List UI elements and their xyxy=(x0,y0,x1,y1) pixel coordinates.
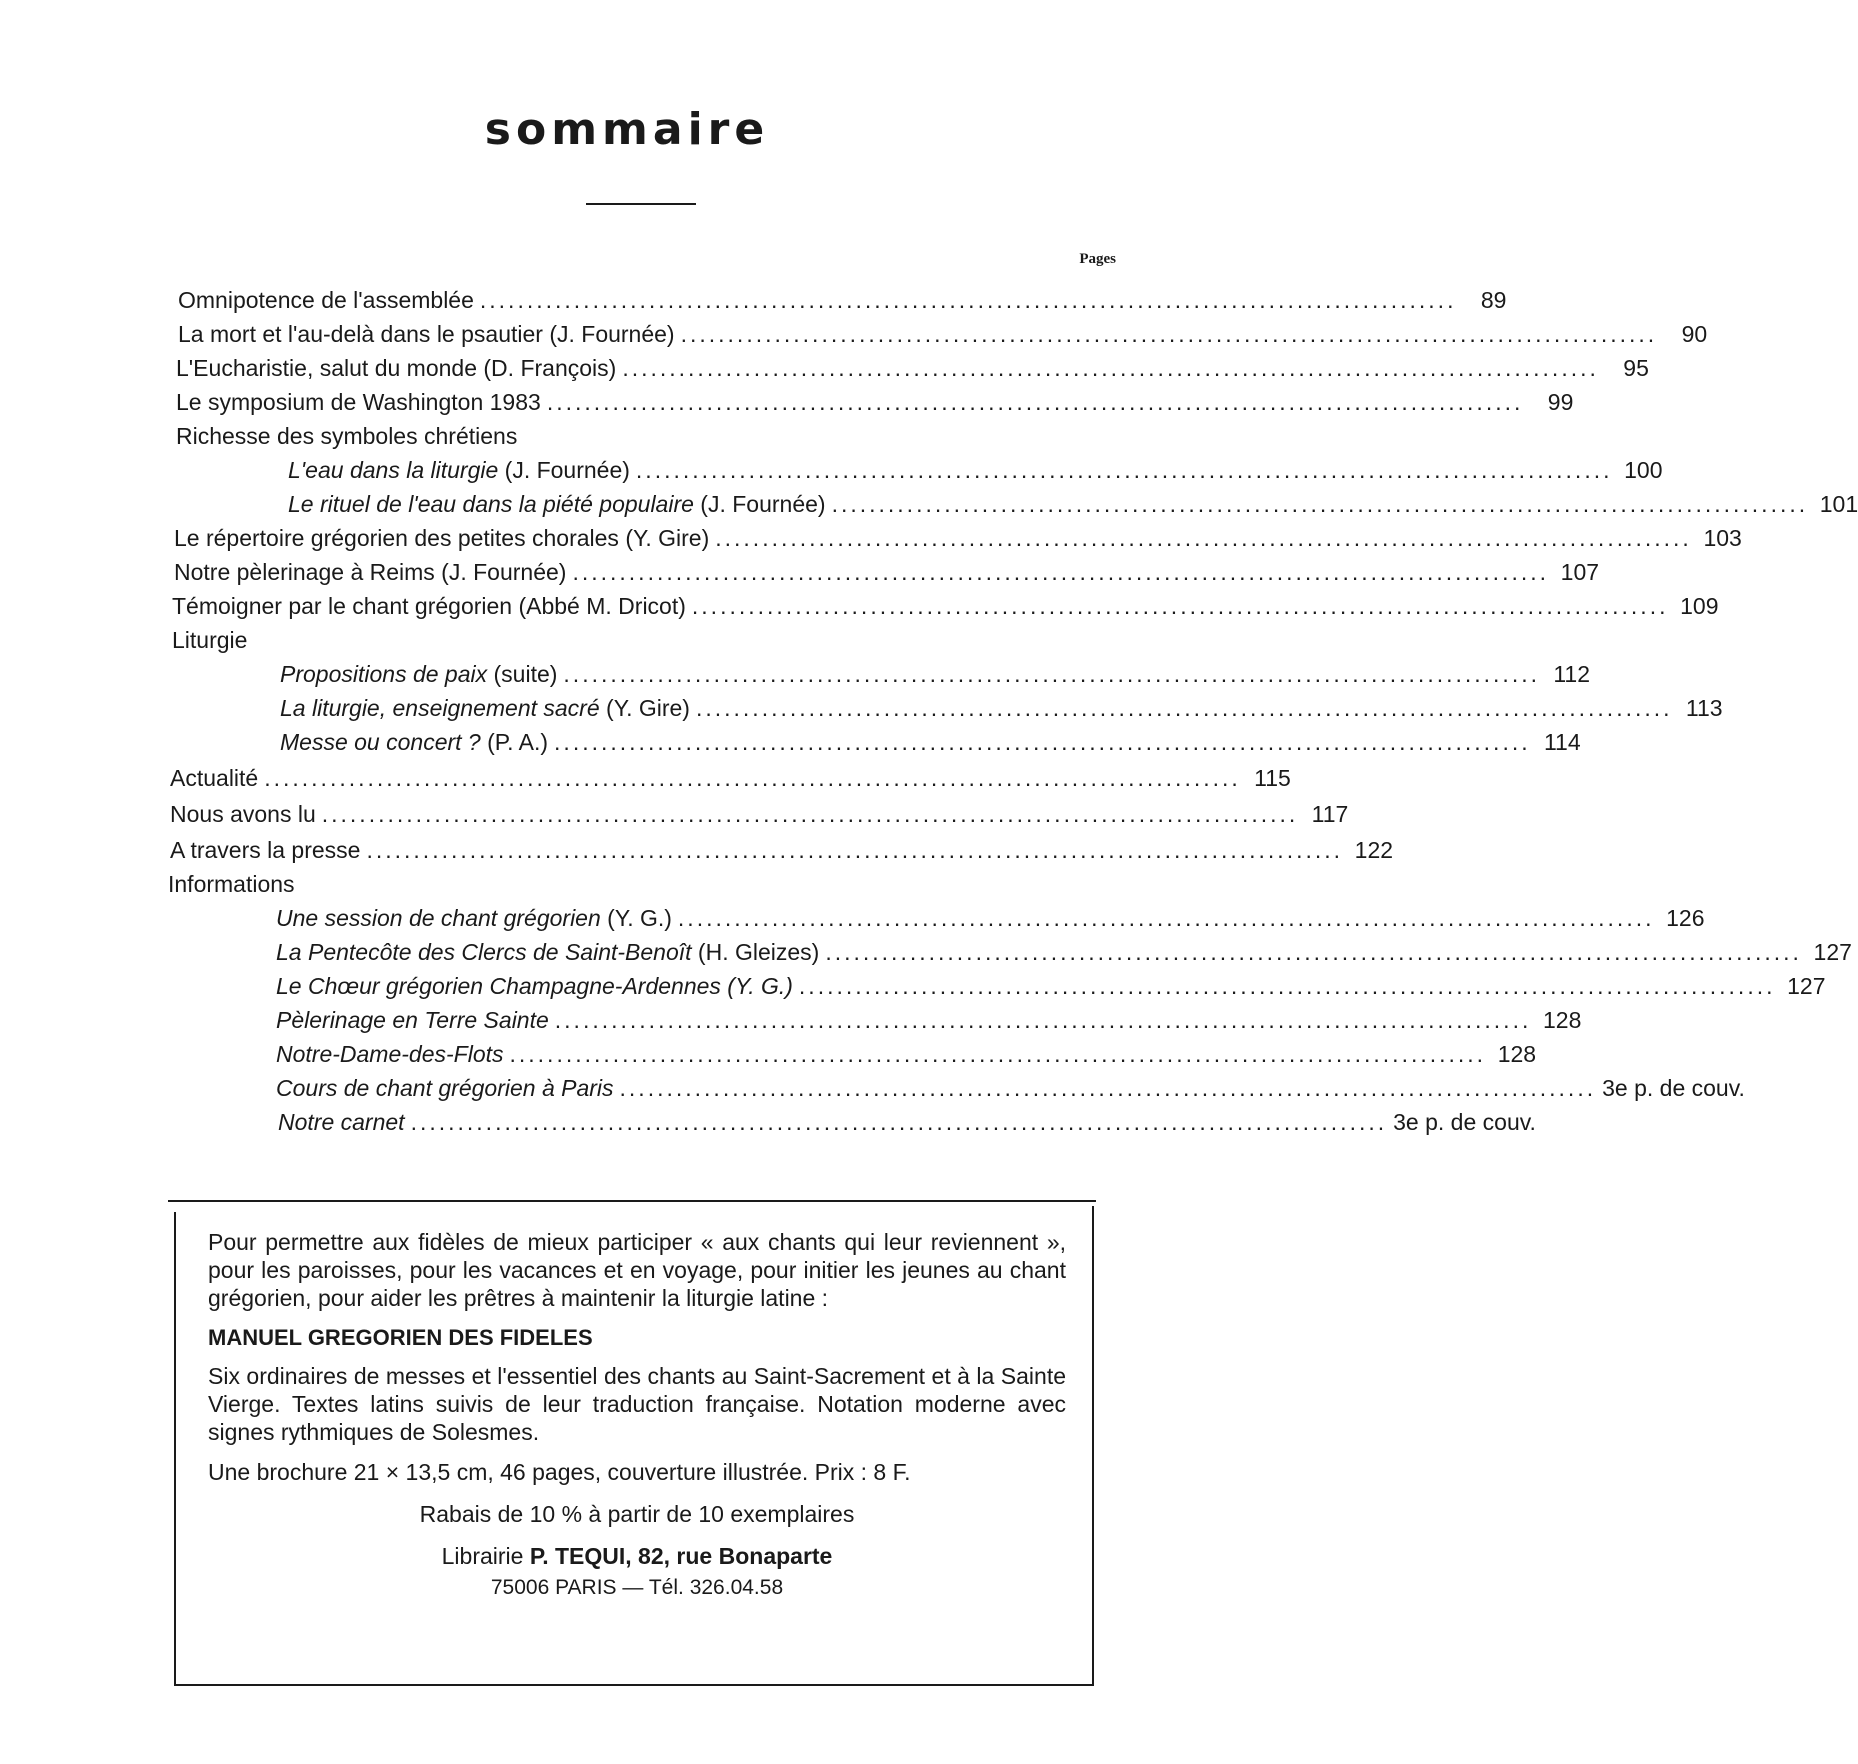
title-divider xyxy=(586,203,696,205)
toc-entry xyxy=(172,589,1719,623)
toc-entry xyxy=(276,901,1705,935)
toc-entry-page: 89 xyxy=(1480,287,1507,313)
leader-dots: ........................................................................................................ xyxy=(554,1007,1532,1033)
toc-entry-title: Le Chœur grégorien Champagne-Ardennes (Y. G.) xyxy=(276,973,793,999)
toc-entry-page: 117 xyxy=(1311,801,1349,827)
toc-entry-title: Pèlerinage en Terre Sainte xyxy=(276,1007,549,1033)
toc-entry xyxy=(278,1105,1536,1139)
toc-entry-title: L'eau dans la liturgie (J. Fournée) xyxy=(288,457,630,483)
leader-dots: ........................................................................................................ xyxy=(677,905,1655,931)
leader-dots: ........................................................................................................ xyxy=(619,1075,1597,1101)
toc-entry-page: 113 xyxy=(1685,695,1723,721)
ad-heading: MANUEL GREGORIEN DES FIDELES xyxy=(208,1325,593,1350)
ad-intro: Pour permettre aux fidèles de mieux participer « aux chants qui leur reviennent », pour les paroisses, pour les vacances et en voyage, pour initier les jeunes au chant grégorien, pour aider les prêtres à maintenir la liturgie latine : xyxy=(208,1229,1066,1311)
leader-dots: ........................................................................................................ xyxy=(635,457,1613,483)
ad-publisher xyxy=(208,1542,1066,1570)
toc-entry-title: L'Eucharistie, salut du monde (D. François) xyxy=(176,355,617,381)
page-title: sommaire xyxy=(484,104,770,155)
toc-entry-page: 90 xyxy=(1681,321,1708,347)
toc-entry-title: Notre-Dame-des-Flots xyxy=(276,1041,504,1067)
toc-entry-page: 122 xyxy=(1354,837,1394,863)
toc-entry xyxy=(280,657,1590,691)
advertisement-box xyxy=(168,1200,1096,1686)
toc-entry-title: La mort et l'au-delà dans le psautier (J. Fournée) xyxy=(178,321,675,347)
box-border-bottom xyxy=(174,1684,1094,1686)
toc-entry-title: Cours de chant grégorien à Paris xyxy=(276,1075,614,1101)
leader-dots: ........................................................................................................ xyxy=(509,1041,1487,1067)
toc-entry xyxy=(280,725,1581,759)
toc-entry-page: 127 xyxy=(1813,939,1852,965)
toc-entry xyxy=(170,833,1394,867)
toc-entry-title: A travers la presse xyxy=(170,837,361,863)
toc-entry xyxy=(174,521,1742,555)
box-border-right xyxy=(1092,1206,1094,1686)
toc-entry xyxy=(178,317,1708,351)
toc-entry-page: 114 xyxy=(1543,729,1581,755)
toc-section-heading: Richesse des symboles chrétiens xyxy=(176,423,518,449)
ad-discount: Rabais de 10 % à partir de 10 exemplaires xyxy=(419,1501,855,1527)
box-border-top xyxy=(168,1200,1096,1202)
toc-entry xyxy=(276,1037,1537,1071)
toc-entry xyxy=(170,761,1291,795)
leader-dots: ........................................................................................................ xyxy=(831,491,1809,517)
leader-dots: ........................................................................................................ xyxy=(695,695,1673,721)
toc-entry-page: 127 xyxy=(1787,973,1826,999)
toc-entry xyxy=(288,487,1858,521)
toc-entry-title: La liturgie, enseignement sacré (Y. Gire) xyxy=(280,695,690,721)
leader-dots: ........................................................................................................ xyxy=(825,939,1802,965)
toc-entry-page: 99 xyxy=(1547,389,1574,415)
toc-entry xyxy=(276,1003,1582,1037)
leader-dots: ........................................................................................................ xyxy=(479,287,1457,313)
toc-entry-page: 128 xyxy=(1497,1041,1537,1067)
leader-dots: ........................................................................................................ xyxy=(622,355,1599,381)
toc-entry xyxy=(276,935,1852,969)
toc-entry-title: Nous avons lu xyxy=(170,801,316,827)
leader-dots: ........................................................................................................ xyxy=(264,765,1241,791)
toc-entry-title: Omnipotence de l'assemblée xyxy=(178,287,474,313)
toc-section-heading: Liturgie xyxy=(172,627,248,653)
toc-entry-page: 126 xyxy=(1666,905,1705,931)
toc-entry-page: 3e p. de couv. xyxy=(1393,1109,1536,1135)
toc-entry xyxy=(276,1071,1745,1105)
toc-entry-title: Notre carnet xyxy=(278,1109,405,1135)
pages-column-header: Pages xyxy=(1079,251,1116,267)
leader-dots: ........................................................................................................ xyxy=(410,1109,1388,1135)
toc-entry-title: Actualité xyxy=(170,765,259,791)
toc-entry-page: 128 xyxy=(1542,1007,1582,1033)
toc-entry-title: Propositions de paix (suite) xyxy=(280,661,558,687)
toc-entry-page: 107 xyxy=(1560,559,1600,585)
leader-dots: ........................................................................................................ xyxy=(691,593,1669,619)
leader-dots: ........................................................................................................ xyxy=(366,837,1344,863)
toc-entry xyxy=(176,351,1649,385)
toc-entry-page: 109 xyxy=(1680,593,1719,619)
toc-entry-title: Notre pèlerinage à Reims (J. Fournée) xyxy=(174,559,567,585)
toc-entry-page: 101 xyxy=(1819,491,1858,517)
toc-entry xyxy=(178,283,1507,317)
leader-dots: ........................................................................................................ xyxy=(715,525,1692,551)
leader-dots: ........................................................................................................ xyxy=(554,729,1531,755)
toc-entry-page: 115 xyxy=(1254,765,1291,791)
toc-entry-title: Témoigner par le chant grégorien (Abbé M. Dricot) xyxy=(172,593,686,619)
ad-description: Six ordinaires de messes et l'essentiel des chants au Saint-Sacrement et à la Sainte Vierge. Textes latins suivis de leur traduction française. Notation moderne avec signes rythmiques de Solesmes. xyxy=(208,1363,1066,1445)
ad-publisher-prefix: Librairie xyxy=(441,1543,530,1569)
ad-publisher-name: P. TEQUI, 82, rue Bonaparte xyxy=(529,1543,833,1569)
box-border-left xyxy=(174,1212,176,1686)
toc-entry-page: 112 xyxy=(1553,661,1590,687)
toc-entry-page: 103 xyxy=(1703,525,1742,551)
toc-entry xyxy=(276,969,1826,1003)
leader-dots: ........................................................................................................ xyxy=(546,389,1524,415)
toc-entry-title: Le symposium de Washington 1983 xyxy=(176,389,541,415)
toc-entry-title: Une session de chant grégorien (Y. G.) xyxy=(276,905,672,931)
leader-dots: ........................................................................................................ xyxy=(563,661,1540,687)
leader-dots: ........................................................................................................ xyxy=(798,973,1776,999)
leader-dots: ........................................................................................................ xyxy=(680,321,1658,347)
ad-format: Une brochure 21 × 13,5 cm, 46 pages, couverture illustrée. Prix : 8 F. xyxy=(208,1459,911,1485)
toc-entry-page: 100 xyxy=(1624,457,1663,483)
toc-entry-title: Messe ou concert ? (P. A.) xyxy=(280,729,549,755)
leader-dots: ........................................................................................................ xyxy=(572,559,1550,585)
toc-entry xyxy=(176,385,1574,419)
toc-entry-page: 95 xyxy=(1623,355,1649,381)
toc-entry xyxy=(174,555,1600,589)
toc-entry-title: La Pentecôte des Clercs de Saint-Benoît (H. Gleizes) xyxy=(276,939,820,965)
ad-address: 75006 PARIS — Tél. 326.04.58 xyxy=(490,1576,784,1599)
toc-entry-title: Le répertoire grégorien des petites chorales (Y. Gire) xyxy=(174,525,710,551)
toc-entry xyxy=(288,453,1663,487)
toc-entry xyxy=(170,797,1349,831)
toc-entry-page: 3e p. de couv. xyxy=(1602,1075,1745,1101)
toc-entry xyxy=(280,691,1723,725)
leader-dots: ........................................................................................................ xyxy=(321,801,1299,827)
advertisement-content xyxy=(208,1228,1066,1602)
toc-entry-title: Le rituel de l'eau dans la piété populaire (J. Fournée) xyxy=(288,491,826,517)
toc-section-heading: Informations xyxy=(168,871,295,897)
